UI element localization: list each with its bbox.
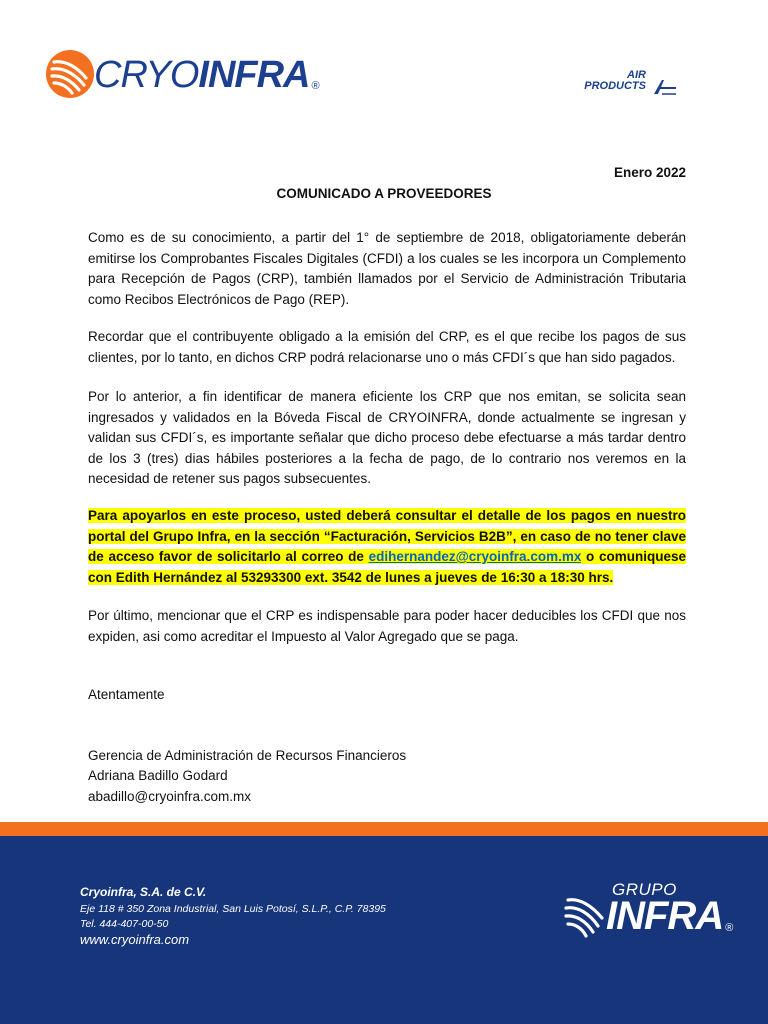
footer-website: www.cryoinfra.com	[80, 932, 190, 947]
products-text: PRODUCTS	[584, 80, 646, 92]
paragraph-1: Como es de su conocimiento, a partir del 1° de septiembre de 2018, obligatoriamente deberán emitirse los Comprobantes Fiscales Digitales (CFDI) a los cuales se les incorpora un Complemento para Recepción de Pagos (CRP), también llamados por el Servicio de Administración Tributaria como Recibos Electrónicos de Pago (REP).	[88, 230, 686, 307]
grupo-infra-logo	[560, 880, 733, 950]
paragraph-5: Por último, mencionar que el CRP es indispensable para poder hacer deducibles los CFDI que nos expiden, asi como acreditar el Impuesto al Valor Agregado que se paga.	[88, 608, 686, 644]
air-products-mark-icon	[650, 78, 678, 96]
air-products-text	[584, 70, 646, 92]
letter-date: Enero 2022	[613, 165, 686, 180]
footer-orange-band	[0, 822, 768, 836]
footer-company: Cryoinfra, S.A. de C.V.	[80, 885, 207, 899]
p4-text-3: o comuniquese con Edith Hernández al 53293300 ext. 3542 de lunes a jueves de 16:30 a 18:30 hrs.	[88, 549, 686, 585]
cryoinfra-wordmark	[94, 54, 319, 97]
letter-subject: COMUNICADO A PROVEEDORES	[276, 186, 492, 201]
registered-mark: ®	[311, 80, 319, 92]
grupo-label: GRUPO	[612, 880, 677, 899]
paragraph-4-highlighted	[88, 506, 686, 588]
cryo-text: CRYO	[94, 54, 199, 96]
paragraph-2: Recordar que el contribuyente obligado a la emisión del CRP, es el que recibe los pagos de sus clientes, por lo tanto, en dichos CRP podrá relacionarse uno o más CFDI´s que han sido pagados.	[88, 329, 686, 365]
footer-tel: Tel. 444-407-00-50	[80, 918, 169, 930]
infra-text: INFRA	[198, 54, 310, 96]
signature-department: Gerencia de Administración de Recursos Financieros	[88, 748, 407, 763]
grupo-infra-wordmark	[606, 894, 732, 939]
closing: Atentamente	[88, 687, 165, 702]
air-products-logo	[578, 70, 678, 100]
grupo-infra-mark-icon	[560, 886, 612, 942]
grupo-registered-mark: ®	[725, 922, 733, 934]
paragraph-3: Por lo anterior, a fin identificar de manera eficiente los CRP que nos emitan, se solicita sean ingresados y validados en la Bóveda Fiscal de CRYOINFRA, donde actualmente se ingresan y validan sus CFDI´s, es importante señalar que dicho proceso debe efectuarse a más tardar dentro de los 3 (tres) dias hábiles posteriores a la fecha de pago, de lo contrario nos veremos en la necesidad de retener sus pagos subsecuentes.	[88, 389, 686, 486]
footer-address: Eje 118 # 350 Zona Industrial, San Luis Potosí, S.L.P., C.P. 78395	[80, 903, 386, 915]
p4-text-1: Para apoyarlos en este proceso, usted deberá consultar el detalle de los pagos en nuestro portal del Grupo Infra, en la sección	[88, 508, 686, 544]
p4-section-name: “Facturación, Servicios B2B”	[323, 528, 513, 544]
cryoinfra-logo	[44, 48, 319, 104]
p4-text-2: , en caso de no tener clave de acceso favor de solicitarlo al correo de	[88, 528, 686, 564]
signature-email: abadillo@cryoinfra.com.mx	[88, 789, 252, 804]
contact-email-link[interactable]: edihernandez@cryoinfra.com.mx	[368, 549, 582, 564]
signature-name: Adriana Badillo Godard	[88, 768, 228, 783]
cryoinfra-mark-icon	[44, 48, 96, 100]
grupo-infra-text: INFRA	[606, 894, 724, 938]
air-text: AIR	[627, 69, 646, 81]
